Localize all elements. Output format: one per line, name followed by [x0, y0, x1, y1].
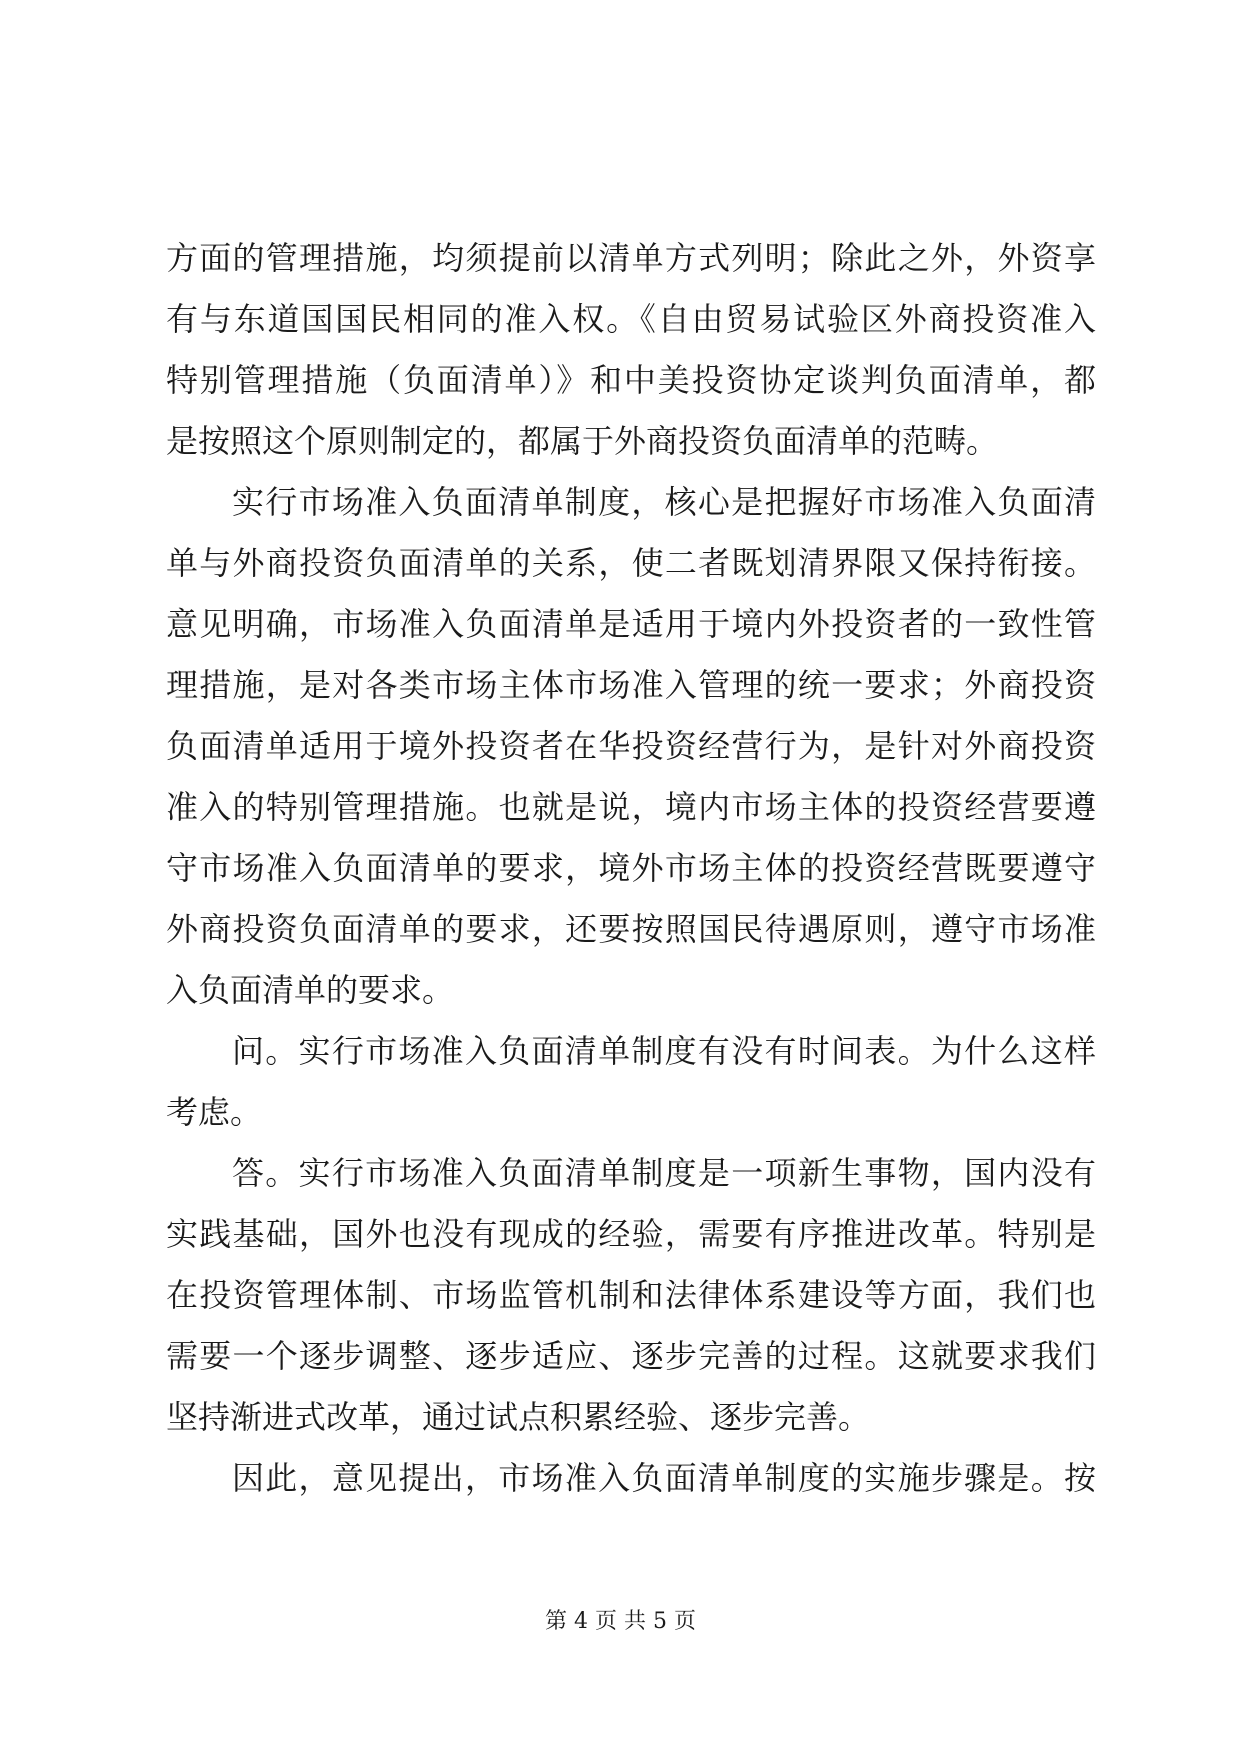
text-line: 方面的管理措施，均须提前以清单方式列明；除此之外，外资享 — [166, 239, 1096, 277]
text-line: 考虑。 — [166, 1093, 263, 1131]
text-line: 入负面清单的要求。 — [166, 971, 455, 1009]
text-line: 在投资管理体制、市场监管机制和法律体系建设等方面，我们也 — [166, 1276, 1096, 1314]
text-line: 因此，意见提出，市场准入负面清单制度的实施步骤是。按 — [232, 1459, 1096, 1497]
text-line: 坚持渐进式改革，通过试点积累经验、逐步完善。 — [166, 1398, 871, 1436]
text-line: 外商投资负面清单的要求，还要按照国民待遇原则，遵守市场准 — [166, 910, 1096, 948]
text-line: 答。实行市场准入负面清单制度是一项新生事物，国内没有 — [232, 1154, 1096, 1192]
text-line: 是按照这个原则制定的，都属于外商投资负面清单的范畴。 — [166, 422, 999, 460]
text-line: 理措施，是对各类市场主体市场准入管理的统一要求；外商投资 — [166, 666, 1096, 704]
text-line: 需要一个逐步调整、逐步适应、逐步完善的过程。这就要求我们 — [166, 1337, 1096, 1375]
page-number-footer: 第 4 页 共 5 页 — [545, 1609, 696, 1634]
text-line: 意见明确，市场准入负面清单是适用于境内外投资者的一致性管 — [166, 605, 1096, 643]
text-line: 实践基础，国外也没有现成的经验，需要有序推进改革。特别是 — [166, 1215, 1096, 1253]
text-line: 守市场准入负面清单的要求，境外市场主体的投资经营既要遵守 — [166, 849, 1096, 887]
document-body — [166, 228, 1096, 1509]
text-line: 有与东道国国民相同的准入权。《自由贸易试验区外商投资准入 — [166, 300, 1096, 338]
text-line: 准入的特别管理措施。也就是说，境内市场主体的投资经营要遵 — [166, 788, 1096, 826]
text-line: 单与外商投资负面清单的关系，使二者既划清界限又保持衔接。 — [166, 544, 1096, 582]
text-line: 问。实行市场准入负面清单制度有没有时间表。为什么这样 — [232, 1032, 1096, 1070]
text-line: 特别管理措施（负面清单）》和中美投资协定谈判负面清单，都 — [166, 361, 1096, 399]
text-line: 实行市场准入负面清单制度，核心是把握好市场准入负面清 — [232, 483, 1096, 521]
text-line: 负面清单适用于境外投资者在华投资经营行为，是针对外商投资 — [166, 727, 1096, 765]
